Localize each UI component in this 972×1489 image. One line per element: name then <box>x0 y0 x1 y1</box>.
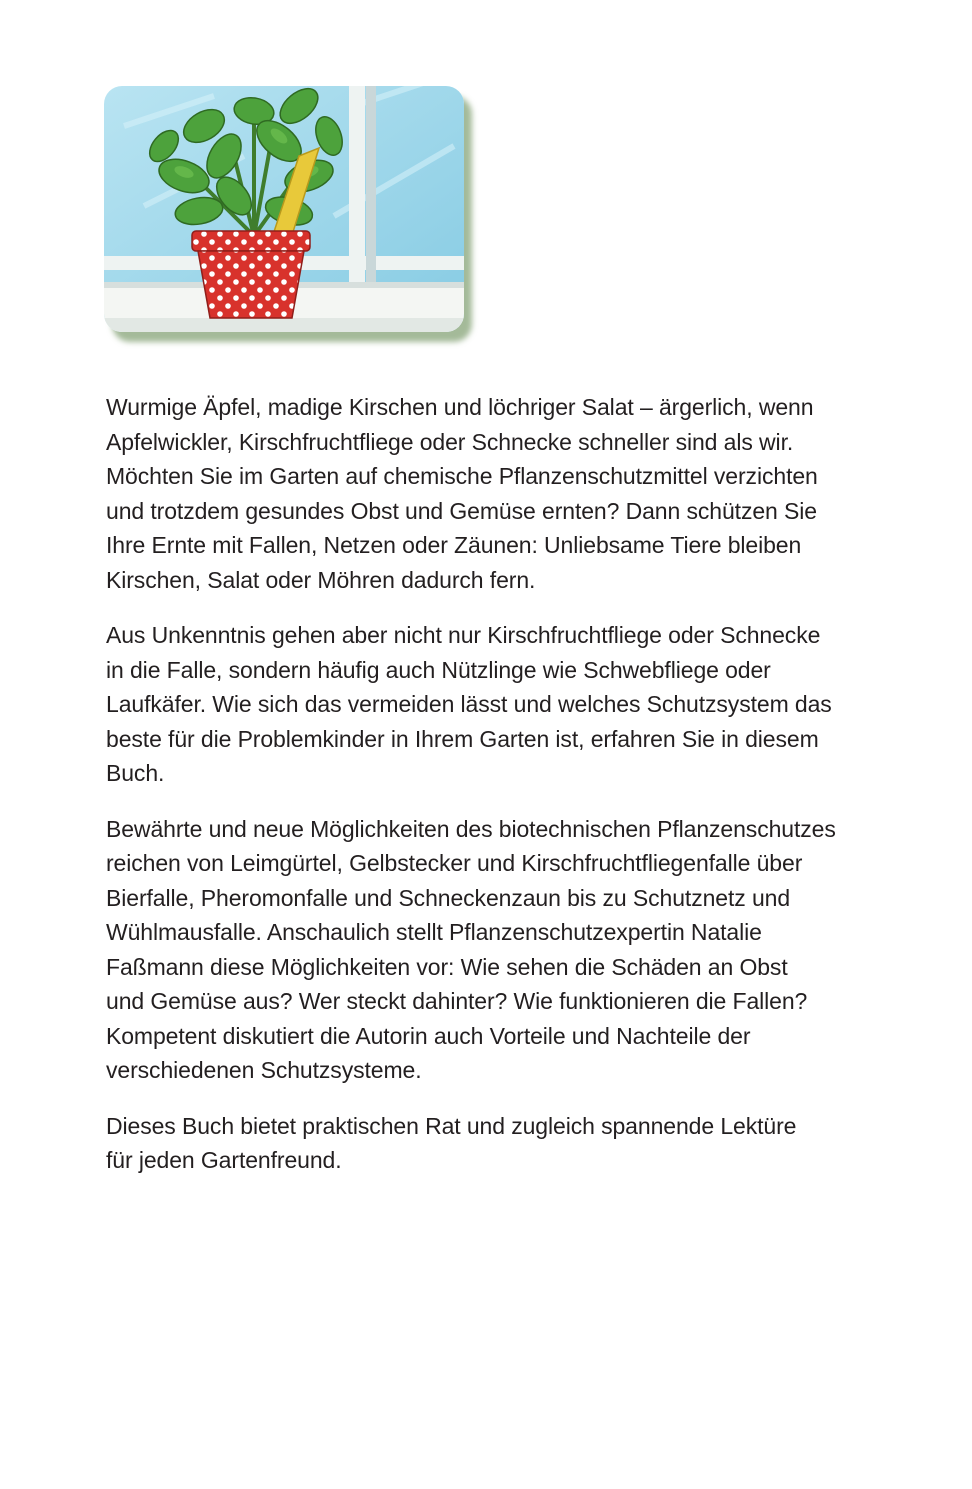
text-line: Aus Unkenntnis gehen aber nicht nur Kirschfruchtfliege oder Schnecke <box>106 622 821 648</box>
text-line: für jeden Gartenfreund. <box>106 1147 342 1173</box>
paragraph-2 <box>106 618 866 791</box>
text-line: Kompetent diskutiert die Autorin auch Vorteile und Nachteile der <box>106 1022 751 1049</box>
text-line: Wühlmausfalle. Anschaulich stellt Pflanzenschutzexpertin Natalie <box>106 919 762 945</box>
paragraph-4 <box>106 1109 866 1178</box>
text-line: reichen von Leimgürtel, Gelbstecker und Kirschfruchtfliegenfalle über <box>106 850 803 876</box>
text-line: Wurmige Äpfel, madige Kirschen und löchriger Salat – ärgerlich, wenn <box>106 394 814 420</box>
plant-illustration <box>104 86 464 332</box>
paragraph-3 <box>106 812 866 1088</box>
paragraph-1 <box>106 390 866 597</box>
text-line: Buch. <box>106 760 165 786</box>
text-line: Laufkäfer. Wie sich das vermeiden lässt und welches Schutzsystem das <box>106 691 832 717</box>
text-line: Apfelwickler, Kirschfruchtfliege oder Schnecke schneller sind als wir. <box>106 428 794 455</box>
text-line: Ihre Ernte mit Fallen, Netzen oder Zäunen: Unliebsame Tiere bleiben <box>106 532 802 558</box>
book-description <box>106 390 866 1199</box>
text-line: in die Falle, sondern häufig auch Nützlinge wie Schwebfliege oder <box>106 656 771 683</box>
text-line: Möchten Sie im Garten auf chemische Pflanzenschutzmittel verzichten <box>106 463 818 489</box>
text-line: und trotzdem gesundes Obst und Gemüse ernten? Dann schützen Sie <box>106 497 817 524</box>
text-line: Kirschen, Salat oder Möhren dadurch fern. <box>106 566 536 593</box>
basil-plant-icon <box>104 86 464 332</box>
text-line: beste für die Problemkinder in Ihrem Garten ist, erfahren Sie in diesem <box>106 725 819 752</box>
text-line: Dieses Buch bietet praktischen Rat und zugleich spannende Lektüre <box>106 1112 797 1139</box>
text-line: Bierfalle, Pheromonfalle und Schneckenzaun bis zu Schutznetz und <box>106 884 791 911</box>
text-line: Faßmann diese Möglichkeiten vor: Wie sehen die Schäden an Obst <box>106 953 788 980</box>
text-line: Bewährte und neue Möglichkeiten des biotechnischen Pflanzenschutzes <box>106 815 836 842</box>
text-line: verschiedenen Schutzsysteme. <box>106 1057 422 1083</box>
text-line: und Gemüse aus? Wer steckt dahinter? Wie funktionieren die Fallen? <box>106 988 808 1014</box>
